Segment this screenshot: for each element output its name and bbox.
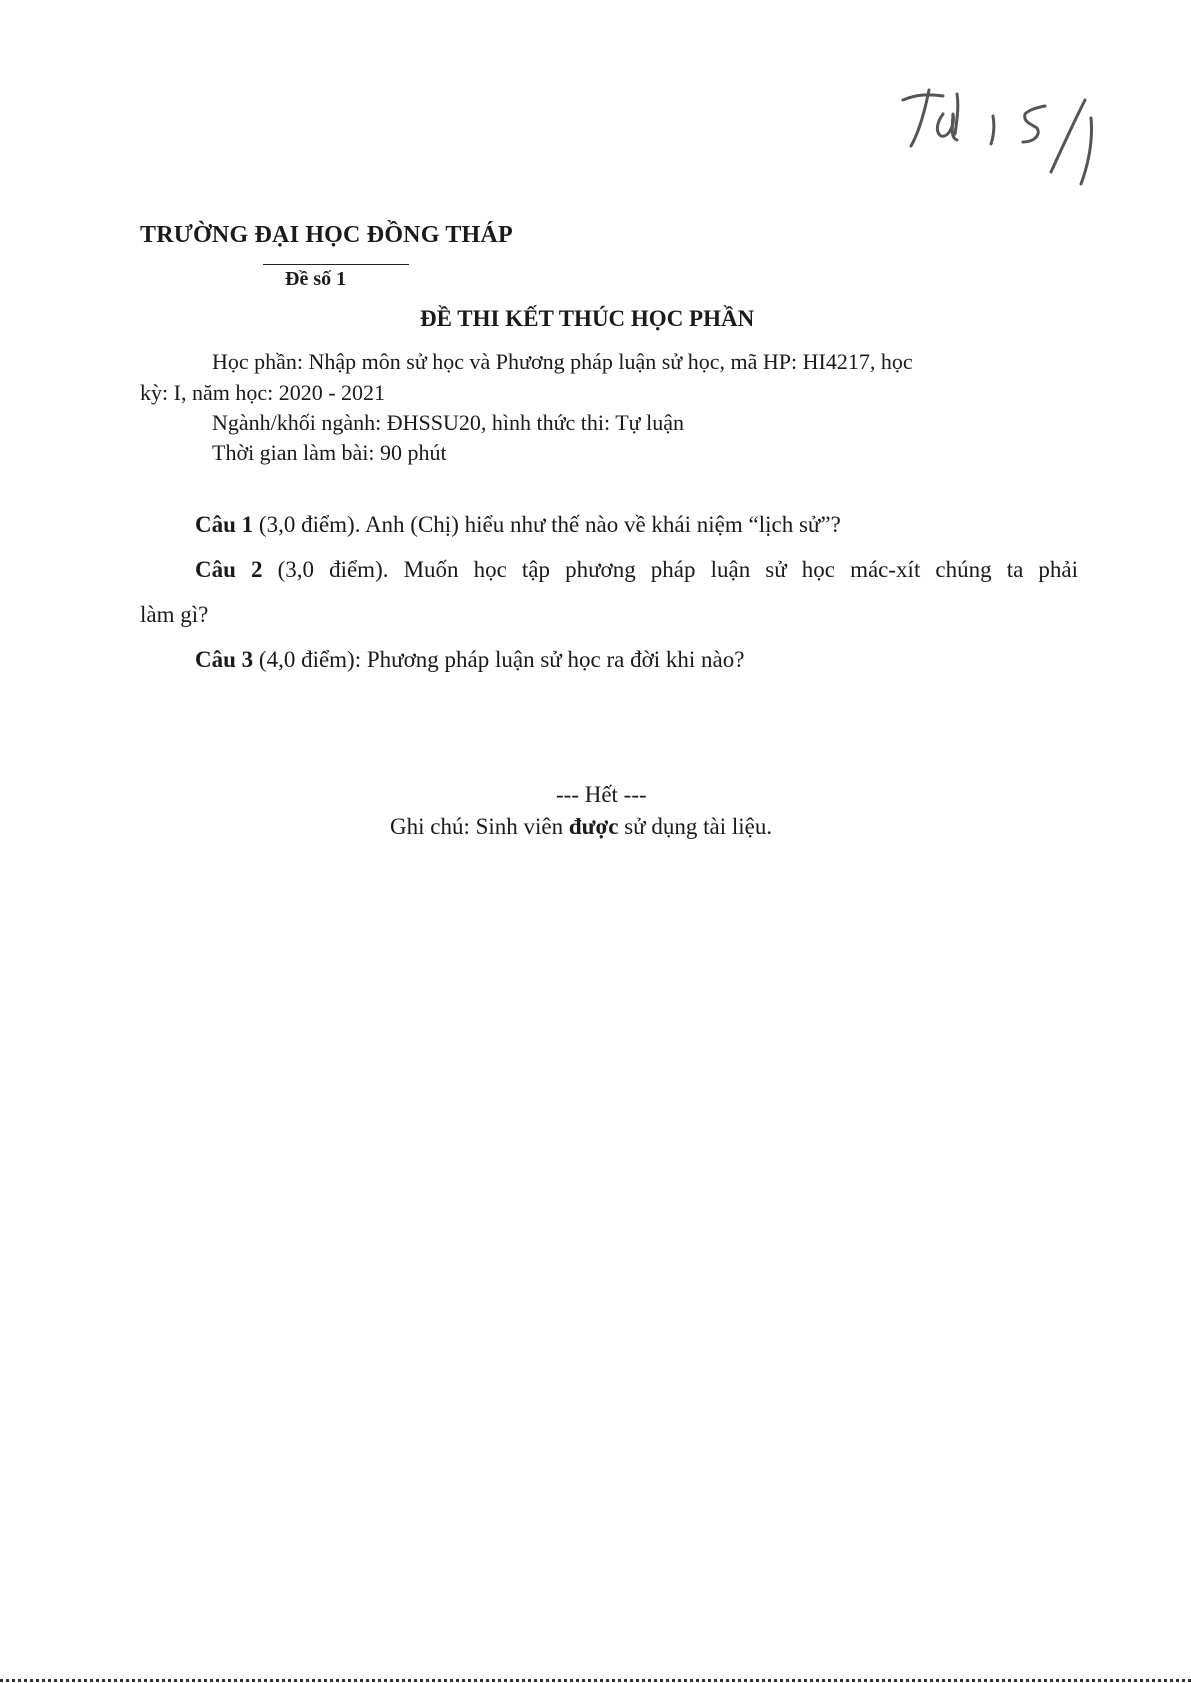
question-1 [195, 512, 841, 538]
exam-note [390, 814, 772, 840]
note-emphasis: được [568, 814, 619, 839]
question-3 [195, 647, 744, 673]
page-bottom-border [0, 1679, 1191, 1682]
course-info-line-2: kỳ: I, năm học: 2020 - 2021 [140, 380, 386, 405]
question-1-label: Câu 1 [195, 512, 254, 537]
question-2 [195, 557, 1078, 583]
handwritten-annotation [895, 80, 1125, 200]
question-1-text: (3,0 điểm). Anh (Chị) hiểu như thế nào về khái niệm “lịch sử”? [253, 512, 841, 537]
question-2-label: Câu 2 [195, 557, 263, 582]
question-3-label: Câu 3 [195, 647, 254, 672]
exam-number: Đề số 1 [285, 268, 347, 290]
school-name: TRƯỜNG ĐẠI HỌC ĐỒNG THÁP [140, 222, 513, 248]
question-3-text: (4,0 điểm): Phương pháp luận sử học ra đời khi nào? [253, 647, 745, 672]
course-info-line-1: Học phần: Nhập môn sử học và Phương pháp luận sử học, mã HP: HI4217, học [212, 349, 913, 374]
question-2-text: (3,0 điểm). Muốn học tập phương pháp luận sử học mác-xít chúng ta phải [262, 557, 1079, 582]
exam-title: ĐỀ THI KẾT THÚC HỌC PHẦN [420, 306, 755, 331]
major-info: Ngành/khối ngành: ĐHSSU20, hình thức thi: Tự luận [212, 410, 684, 435]
note-prefix: Ghi chú: Sinh viên [390, 814, 569, 839]
header-divider [263, 264, 409, 265]
exam-duration: Thời gian làm bài: 90 phút [212, 440, 447, 465]
note-suffix: sử dụng tài liệu. [618, 814, 773, 839]
end-mark: --- Hết --- [556, 782, 647, 807]
question-2-continuation: làm gì? [140, 602, 209, 627]
